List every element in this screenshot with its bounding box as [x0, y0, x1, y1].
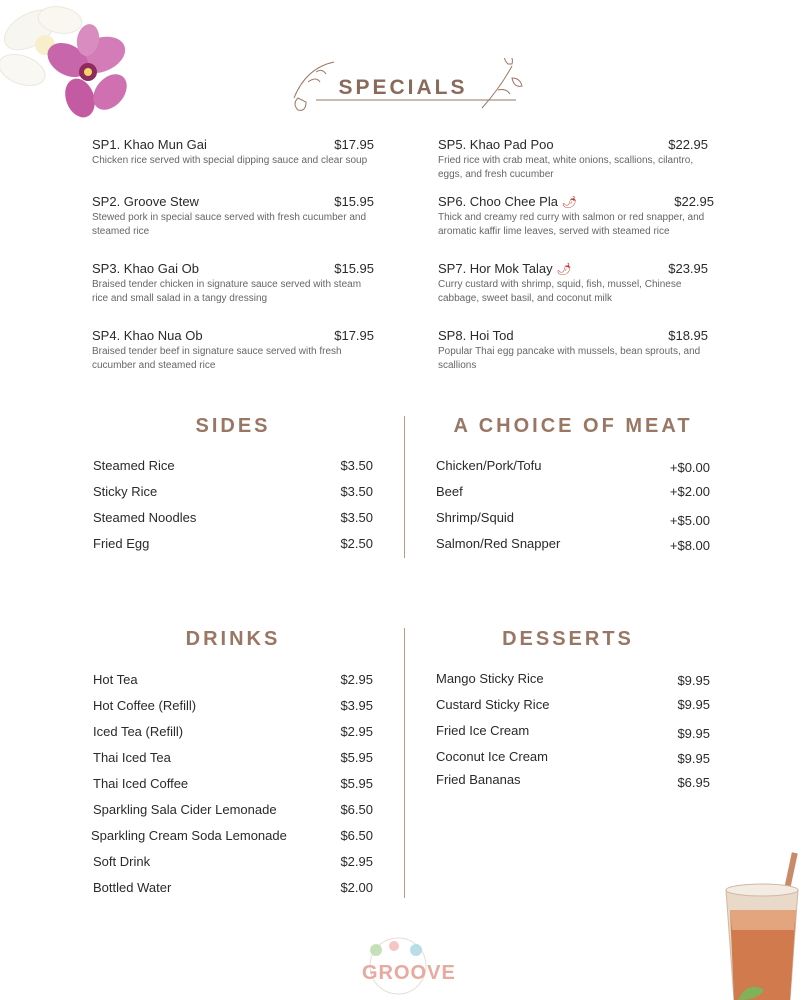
meat-row: [436, 536, 710, 553]
special-desc: Braised tender chicken in signature sauce served with steam rice and small salad in a tangy dressing: [92, 279, 362, 304]
side-price: $3.50: [340, 458, 373, 473]
dessert-name: Custard Sticky Rice: [436, 697, 550, 712]
special-name: SP1. Khao Mun Gai: [92, 137, 207, 152]
special-item: [438, 261, 708, 306]
chili-icon: 🌶: [556, 262, 572, 276]
special-desc: Thick and creamy red curry with salmon or red snapper, and aromatic kaffir lime leaves, served with steamed rice: [438, 212, 705, 237]
special-name: SP3. Khao Gai Ob: [92, 261, 199, 276]
side-price: $2.50: [340, 536, 373, 551]
drink-name: Sparkling Sala Cider Lemonade: [93, 802, 277, 817]
drink-name: Iced Tea (Refill): [93, 724, 184, 739]
drink-name: Soft Drink: [93, 854, 151, 869]
section-divider: [404, 416, 405, 558]
drink-price: $2.95: [340, 854, 373, 869]
special-name: SP4. Khao Nua Ob: [92, 328, 203, 343]
dessert-price: $6.95: [677, 775, 710, 790]
side-row: [93, 484, 373, 499]
special-desc: Curry custard with shrimp, squid, fish, mussel, Chinese cabbage, sweet basil, and coconut milk: [438, 279, 682, 304]
meat-price: +$0.00: [669, 460, 710, 475]
dessert-price: $9.95: [677, 751, 710, 766]
dessert-name: Mango Sticky Rice: [436, 671, 544, 686]
side-name: Sticky Rice: [93, 484, 158, 499]
drink-price: $5.95: [340, 750, 373, 765]
specials-title: SPECIALS: [338, 76, 468, 99]
drink-row: [93, 672, 373, 687]
meat-name: Shrimp/Squid: [436, 510, 515, 525]
meat-name: Chicken/Pork/Tofu: [436, 458, 542, 473]
special-desc: Chicken rice served with special dipping sauce and clear soup: [92, 155, 368, 166]
drink-price: $2.95: [340, 672, 373, 687]
drink-name: Thai Iced Coffee: [93, 776, 189, 791]
meat-row: [436, 510, 710, 528]
special-price: $22.95: [674, 194, 714, 209]
special-desc: Fried rice with crab meat, white onions, scallions, cilantro, eggs, and fresh cucumber: [438, 155, 694, 180]
special-item: [92, 137, 374, 168]
drink-price: $6.50: [340, 828, 373, 843]
drink-row: [91, 828, 373, 843]
drink-row: [93, 750, 373, 765]
special-name: SP5. Khao Pad Poo: [438, 137, 554, 152]
special-desc: Popular Thai egg pancake with mussels, bean sprouts, and scallions: [438, 346, 701, 371]
meat-price: +$5.00: [669, 513, 710, 528]
drink-price: $2.00: [340, 880, 373, 895]
drink-row: [93, 698, 373, 713]
dessert-name: Fried Bananas: [436, 772, 521, 787]
special-price: $15.95: [334, 261, 374, 276]
dessert-price: $9.95: [677, 726, 710, 741]
special-desc: Braised tender beef in signature sauce served with fresh cucumber and steamed rice: [92, 346, 342, 371]
side-price: $3.50: [340, 484, 373, 499]
drink-name: Hot Coffee (Refill): [93, 698, 197, 713]
drink-price: $2.95: [340, 724, 373, 739]
dessert-row: [436, 723, 710, 741]
drink-row: [93, 724, 373, 739]
special-price: $22.95: [668, 137, 708, 152]
dessert-row: [436, 772, 710, 790]
special-item: [92, 194, 374, 239]
side-row: [93, 536, 373, 551]
special-price: $23.95: [668, 261, 708, 276]
meat-price: +$8.00: [669, 538, 710, 553]
section-divider: [404, 628, 405, 898]
dessert-name: Coconut Ice Cream: [436, 749, 548, 764]
special-item: [438, 328, 708, 373]
drink-name: Thai Iced Tea: [93, 750, 171, 765]
side-name: Fried Egg: [93, 536, 150, 551]
drink-price: $5.95: [340, 776, 373, 791]
drink-row: [93, 802, 373, 817]
side-row: [93, 510, 373, 525]
special-price: $17.95: [334, 137, 374, 152]
drinks-title: DRINKS: [185, 628, 281, 650]
meat-row: [436, 458, 710, 475]
dessert-row: [436, 671, 710, 688]
meat-price: +$2.00: [669, 484, 710, 499]
logo-text: GROOVE: [362, 962, 456, 984]
side-row: [93, 458, 373, 473]
special-price: $17.95: [334, 328, 374, 343]
special-item: [438, 137, 708, 182]
special-name: SP6. Choo Chee Pla: [438, 194, 558, 209]
dessert-row: [436, 749, 710, 766]
special-name: SP2. Groove Stew: [92, 194, 199, 209]
drink-row: [93, 880, 373, 895]
side-name: Steamed Noodles: [93, 510, 197, 525]
flower-icon: [0, 0, 140, 130]
drink-row: [93, 854, 373, 869]
special-item: [92, 261, 374, 306]
desserts-title: DESSERTS: [502, 628, 634, 650]
drink-name: Bottled Water: [93, 880, 172, 895]
drink-name: Hot Tea: [93, 672, 138, 687]
drink-row: [93, 776, 373, 791]
meat-title: A CHOICE OF MEAT: [453, 415, 693, 437]
special-name: SP7. Hor Mok Talay: [438, 261, 553, 276]
special-price: $15.95: [334, 194, 374, 209]
sides-title: SIDES: [195, 415, 271, 437]
special-item: [438, 194, 714, 239]
chili-icon: 🌶: [561, 195, 578, 209]
special-desc: Stewed pork in special sauce served with fresh cucumber and steamed rice: [92, 212, 367, 237]
drink-price: $3.95: [340, 698, 373, 713]
special-name: SP8. Hoi Tod: [438, 328, 514, 343]
side-price: $3.50: [340, 510, 373, 525]
meat-row: [436, 484, 710, 499]
side-name: Steamed Rice: [93, 458, 175, 473]
dessert-row: [436, 697, 710, 712]
thai-iced-tea-icon: [718, 850, 806, 1000]
drink-price: $6.50: [340, 802, 373, 817]
special-price: $18.95: [668, 328, 708, 343]
dessert-price: $9.95: [677, 673, 710, 688]
dessert-name: Fried Ice Cream: [436, 723, 530, 738]
special-item: [92, 328, 374, 373]
meat-name: Salmon/Red Snapper: [436, 536, 561, 551]
meat-name: Beef: [436, 484, 463, 499]
dessert-price: $9.95: [677, 697, 710, 712]
drink-name: Sparkling Cream Soda Lemonade: [91, 828, 287, 843]
